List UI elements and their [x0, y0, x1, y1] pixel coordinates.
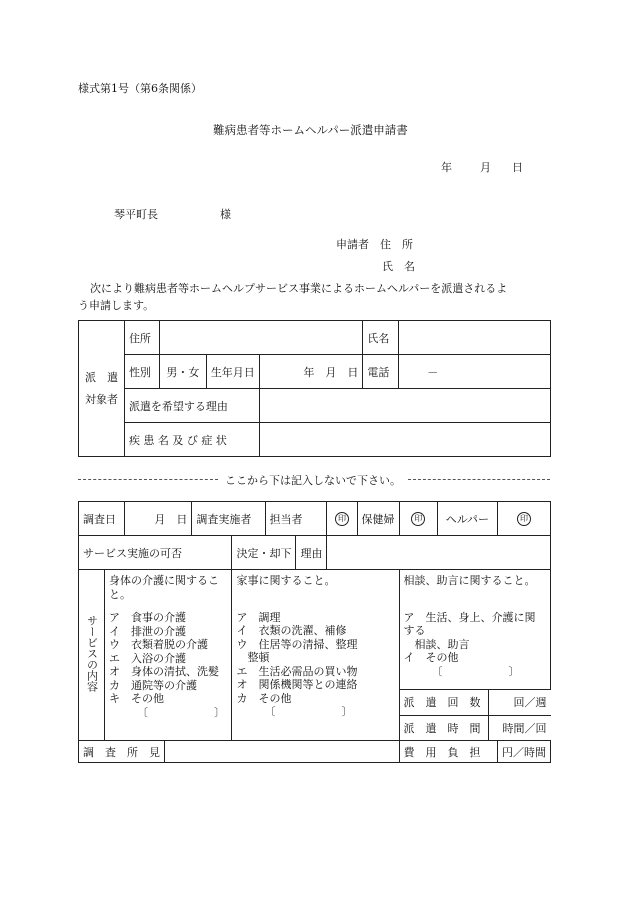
date-year: 年 — [441, 161, 452, 174]
service-content-text: サービスの内容 — [85, 615, 99, 692]
list-item: オ 関係機関等との連絡 — [236, 678, 358, 691]
list-item: オ 身体の清拭、洗髪 — [109, 665, 219, 678]
bracket-field[interactable]: 〔 〕 — [264, 705, 353, 718]
separator — [78, 472, 550, 486]
applicant-table — [78, 320, 551, 457]
form-number: 様式第1号（第6条関係） — [78, 82, 202, 95]
bracket-field[interactable]: 〔 〕 — [137, 705, 225, 719]
list-item: カ 通院等の介護 — [109, 678, 197, 692]
cost-label: 費 用 負 担 — [399, 741, 497, 763]
housework-block[interactable] — [232, 570, 399, 741]
sex-choice[interactable]: 男・女 — [159, 355, 206, 389]
reason-field[interactable] — [259, 389, 550, 423]
helper-label: ヘルパー — [437, 502, 497, 536]
dispatch-target-label — [79, 321, 125, 457]
list-item: 相談、助言 — [403, 637, 470, 651]
list-item: イ 排泄の介護 — [109, 624, 186, 638]
service-content-label — [79, 570, 105, 741]
seal-icon: 印 — [517, 512, 531, 526]
target-person-label: 対象者 — [84, 392, 118, 406]
dispatch-time-field[interactable]: 時間／回 — [488, 715, 550, 740]
phone-field[interactable]: － — [399, 355, 551, 389]
date-day: 日 — [512, 161, 523, 174]
list-item: キ その他 — [109, 692, 164, 705]
name-label: 氏名 — [363, 321, 399, 355]
list-item: 整頓 — [236, 651, 270, 664]
disease-field[interactable] — [259, 423, 550, 457]
reason-label: 派遣を希望する理由 — [124, 389, 259, 423]
separator-line-right — [408, 479, 550, 480]
survey-date-label: 調査日 — [79, 502, 125, 536]
list-item: ウ 住居等の清掃、整理 — [236, 637, 358, 651]
applicant-label: 申請者 — [336, 238, 369, 251]
address-label: 住所 — [124, 321, 159, 355]
dispatch-count-field[interactable]: 回／週 — [488, 690, 550, 715]
body-care-heading: 身体の介護に関すること。 — [109, 574, 219, 601]
person-in-charge-label: 担当者 — [265, 502, 327, 536]
body-care-block[interactable] — [105, 570, 232, 741]
body-text-line1: 次により難病患者等ホームヘルプサービス事業によるホームヘルパーを派遣されるよ — [90, 282, 508, 295]
applicant-name-label: 氏 名 — [382, 260, 415, 273]
date-month: 月 — [480, 161, 491, 174]
seal-icon: 印 — [411, 512, 425, 526]
reason-label: 理由 — [296, 536, 327, 570]
addressee-suffix: 様 — [220, 208, 231, 221]
bracket-field[interactable]: 〔 〕 — [431, 664, 520, 678]
phone-label: 電話 — [363, 355, 399, 389]
survey-date-field[interactable]: 月 日 — [125, 502, 192, 536]
addressee: 琴平町長 — [114, 208, 158, 221]
list-item: ウ 衣類着脱の介護 — [109, 638, 208, 651]
disease-label: 疾 患 名 及 び 症 状 — [124, 423, 259, 457]
address-field[interactable] — [159, 321, 362, 355]
list-item: ア 生活、身上、介護に関する — [403, 610, 536, 637]
office-use-table — [78, 501, 551, 763]
seal-icon: 印 — [335, 512, 349, 526]
form-title: 難病患者等ホームヘルパー派遣申請書 — [213, 123, 408, 137]
list-item: エ 入浴の介護 — [109, 651, 186, 665]
birthdate-field[interactable]: 年 月 日 — [259, 355, 363, 389]
body-text-line2: う申請します。 — [78, 299, 155, 312]
consultation-block[interactable] — [399, 570, 550, 690]
name-field[interactable] — [399, 321, 551, 355]
birthdate-label: 生年月日 — [206, 355, 259, 389]
reason-field[interactable] — [327, 536, 551, 570]
dispatch-count-label: 派 遣 回 数 — [400, 690, 489, 715]
survey-opinion-field[interactable] — [165, 741, 400, 763]
dispatch-time-label: 派 遣 時 間 — [400, 715, 489, 740]
surveyor-label: 調査実施者 — [192, 502, 265, 536]
service-possible-label: サービス実施の可否 — [79, 536, 232, 570]
list-item: エ 生活必需品の買い物 — [236, 664, 358, 678]
separator-line-left — [78, 479, 218, 480]
sex-label: 性別 — [124, 355, 159, 389]
decision-field[interactable]: 決定・却下 — [232, 536, 296, 570]
health-nurse-label: 保健婦 — [357, 502, 399, 536]
dispatch-label: 派 遣 — [84, 370, 118, 384]
list-item: ア 食事の介護 — [109, 611, 186, 624]
survey-opinion-label: 調 査 所 見 — [79, 741, 165, 763]
separator-text: ここから下は記入しないで下さい。 — [218, 472, 408, 488]
cost-field[interactable]: 円／時間 — [497, 741, 550, 763]
consultation-heading: 相談、助言に関すること。 — [403, 574, 536, 587]
health-nurse-seal[interactable] — [399, 502, 437, 536]
person-in-charge-seal[interactable] — [327, 502, 357, 536]
housework-heading: 家事に関すること。 — [236, 574, 336, 587]
list-item: イ 衣類の洗濯、補修 — [236, 624, 347, 637]
dispatch-info-cell — [399, 690, 550, 741]
list-item: カ その他 — [236, 691, 292, 705]
dispatch-info-table — [400, 690, 551, 740]
list-item: ア 調理 — [236, 610, 281, 624]
helper-seal[interactable] — [497, 502, 550, 536]
applicant-address-label: 住 所 — [380, 238, 413, 251]
list-item: イ その他 — [403, 651, 459, 664]
